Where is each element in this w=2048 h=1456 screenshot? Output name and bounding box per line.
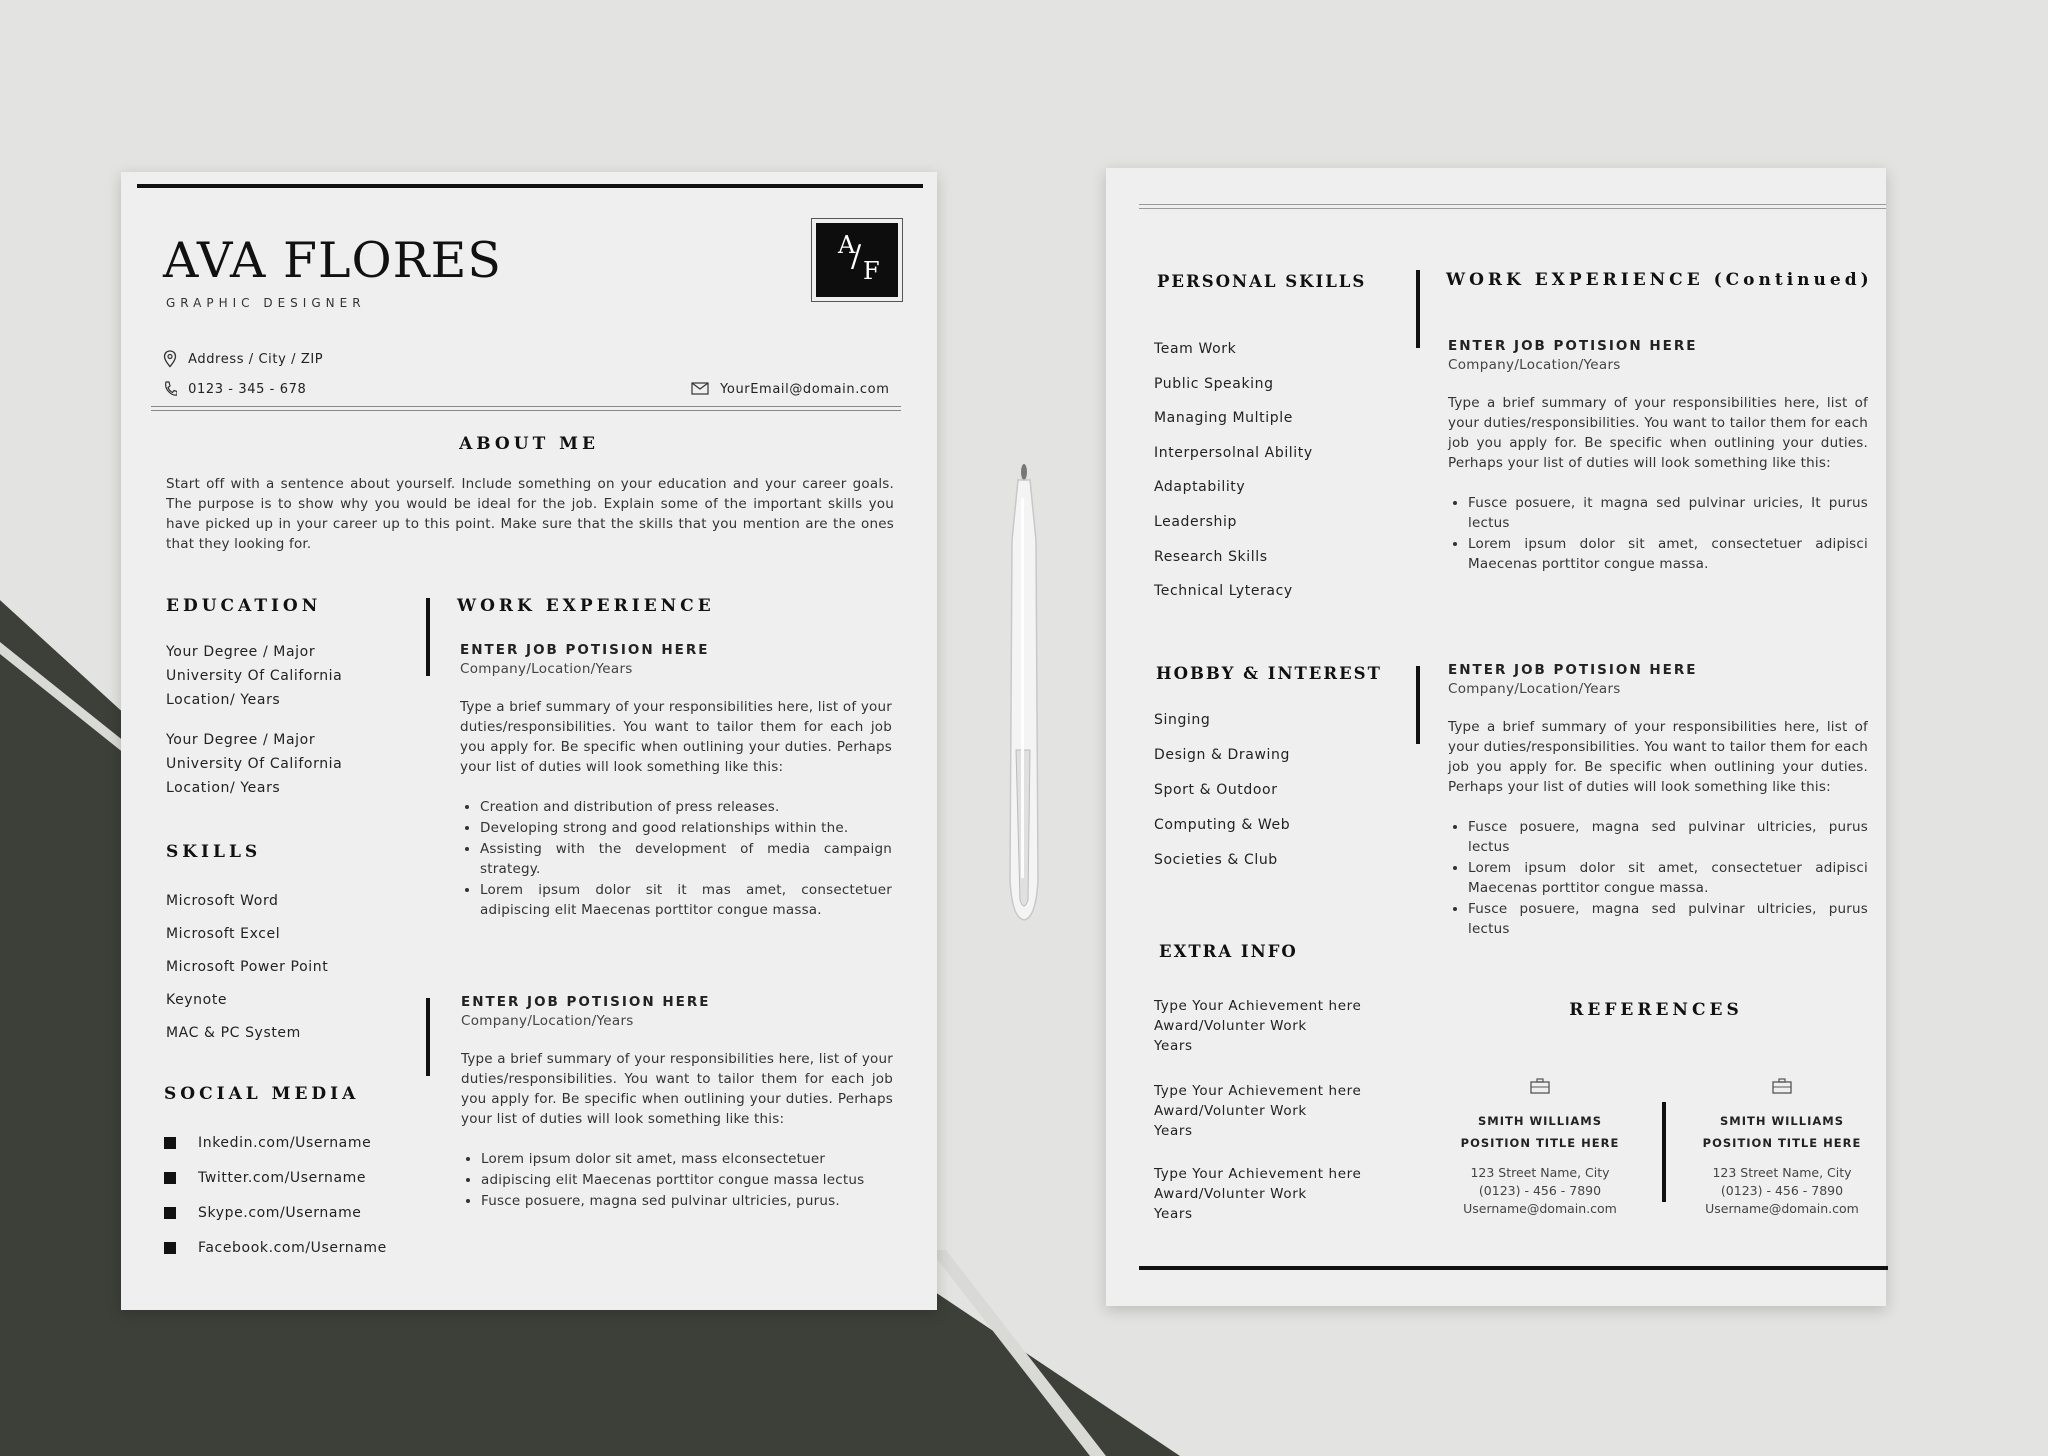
years: Years [1154, 1038, 1193, 1054]
reference-phone: (0123) - 456 - 7890 [1478, 1183, 1602, 1198]
bullet-item: • Fusce posuere, magna sed pulvinar ultricies, purus. [481, 1191, 893, 1211]
job-company: Company/Location/Years [461, 1013, 634, 1029]
square-bullet-icon [164, 1242, 176, 1254]
section-bar [426, 998, 430, 1076]
monogram-bottom: F [863, 257, 880, 285]
reference-name: SMITH WILLIAMS [1477, 1114, 1602, 1128]
hobby-item: Design & Drawing [1154, 747, 1290, 763]
skill-item: Adaptability [1154, 479, 1246, 496]
social-heading: SOCIAL MEDIA [164, 1084, 360, 1104]
job-title: ENTER JOB POTISION HERE [461, 994, 711, 1010]
reference-email[interactable]: Username@domain.com [1463, 1201, 1617, 1216]
skill-item: Microsoft Word [166, 893, 279, 909]
location-pin-icon [163, 350, 177, 368]
award: Award/Volunter Work [1154, 1103, 1307, 1119]
work-continued-heading: WORK EXPERIENCE (Continued) [1446, 270, 1873, 290]
hobby-list [1154, 703, 1290, 878]
monogram-top: A [838, 231, 856, 259]
social-item[interactable] [164, 1161, 387, 1196]
job-summary: Type a brief summary of your responsibilities here, list of your duties/responsibilities. You want to tailor them for each job you apply for. Be specific when outlining your duties. Perhaps your list of duties will look something like this: [461, 1051, 893, 1127]
skills-list [166, 885, 328, 1050]
job-summary: Type a brief summary of your responsibilities here, list of your duties/responsibilities. You want to tailor them for each job you apply for. Be specific when outlining your duties. Perhaps your list of duties will look something like this: [460, 699, 892, 775]
skill-item: Interpersolnal Ability [1154, 444, 1313, 461]
reference-card [1440, 1078, 1640, 1218]
award: Award/Volunter Work [1154, 1018, 1307, 1034]
work-heading: WORK EXPERIENCE [457, 596, 715, 616]
skill-item: Research Skills [1154, 548, 1268, 565]
reference-position: POSITION TITLE HERE [1460, 1136, 1620, 1150]
bullet-item: • Assisting with the development of media campaign strategy. [480, 839, 892, 879]
edu-location: Location/ Years [166, 780, 281, 796]
bullet-item: • Lorem ipsum dolor sit it mas amet, consectetuer adipiscing elit Maecenas porttitor congue massa. [480, 880, 892, 920]
square-bullet-icon [164, 1137, 176, 1149]
achievement: Type Your Achievement here [1154, 998, 1362, 1014]
section-bar [1416, 666, 1420, 744]
reference-name: SMITH WILLIAMS [1719, 1114, 1844, 1128]
reference-phone: (0123) - 456 - 7890 [1720, 1183, 1844, 1198]
reference-position: POSITION TITLE HERE [1702, 1136, 1862, 1150]
achievement: Type Your Achievement here [1154, 1083, 1362, 1099]
top-double-rule-2 [1139, 208, 1886, 209]
resume-name: AVA FLORES [163, 232, 502, 289]
top-double-rule [1139, 204, 1886, 205]
award: Award/Volunter Work [1154, 1186, 1307, 1202]
job-title: ENTER JOB POTISION HERE [1448, 662, 1698, 678]
reference-card [1682, 1078, 1882, 1218]
job-block [1448, 338, 1868, 575]
education-entry [166, 728, 342, 800]
bullet-item: • Fusce posuere, magna sed pulvinar ultricies, purus lectus [1468, 899, 1868, 939]
about-heading: ABOUT ME [459, 434, 599, 454]
square-bullet-icon [164, 1172, 176, 1184]
extra-info-heading: EXTRA INFO [1159, 942, 1298, 961]
job-bullets [460, 797, 892, 920]
social-item[interactable] [164, 1196, 387, 1231]
references-heading: REFERENCES [1569, 1000, 1743, 1020]
bullet-item: • Lorem ipsum dolor sit amet, mass elconsectetuer [481, 1149, 893, 1169]
job-title: ENTER JOB POTISION HERE [1448, 338, 1698, 354]
job-block [460, 642, 892, 921]
phone-icon [163, 381, 177, 397]
personal-skills-list [1154, 332, 1313, 609]
monogram-logo [811, 218, 903, 302]
school: University Of California [166, 668, 343, 684]
bullet-item: • Developing strong and good relationships within the. [480, 818, 892, 838]
hobby-item: Singing [1154, 712, 1211, 728]
skill-item: Microsoft Power Point [166, 959, 329, 975]
social-list [164, 1126, 387, 1266]
bullet-item: • Lorem ipsum dolor sit amet, consectetuer adipisci Maecenas porttitor congue massa. [1468, 534, 1868, 574]
square-bullet-icon [164, 1207, 176, 1219]
reference-email[interactable]: Username@domain.com [1705, 1201, 1859, 1216]
section-bar [426, 598, 430, 676]
envelope-icon [691, 382, 709, 395]
top-rule [137, 184, 923, 188]
extra-entry [1154, 1081, 1361, 1141]
achievement: Type Your Achievement here [1154, 1166, 1362, 1182]
address-row [163, 348, 323, 368]
hobby-item: Sport & Outdoor [1154, 782, 1278, 798]
reference-divider [1662, 1102, 1666, 1202]
skill-item: MAC & PC System [166, 1025, 301, 1041]
extra-entry [1154, 996, 1361, 1056]
hobby-item: Societies & Club [1154, 852, 1278, 868]
job-subtitle: GRAPHIC DESIGNER [166, 296, 366, 310]
briefcase-icon [1772, 1078, 1792, 1094]
section-bar [1416, 270, 1420, 348]
bottom-rule [1139, 1266, 1888, 1270]
skill-item: Technical Lyteracy [1154, 583, 1293, 600]
phone-text: 0123 - 345 - 678 [188, 382, 307, 397]
degree: Your Degree / Major [166, 644, 316, 660]
social-item[interactable] [164, 1126, 387, 1161]
school: University Of California [166, 756, 343, 772]
monogram-slash: / [851, 239, 862, 274]
skill-item: Leadership [1154, 513, 1237, 530]
reference-address: 123 Street Name, City [1712, 1165, 1852, 1180]
briefcase-icon [1530, 1078, 1550, 1094]
job-block [461, 994, 893, 1212]
bullet-item: • Fusce posuere, magna sed pulvinar ultricies, purus lectus [1468, 817, 1868, 857]
bullet-item: • Lorem ipsum dolor sit amet, consectetuer adipisci Maecenas porttitor congue massa. [1468, 858, 1868, 898]
job-company: Company/Location/Years [460, 661, 633, 677]
skill-item: Team Work [1154, 341, 1237, 357]
years: Years [1154, 1206, 1193, 1222]
social-link[interactable]: Inkedin.com/Username [198, 1135, 372, 1151]
skill-item: Managing Multiple [1154, 410, 1293, 427]
resume-page-1 [121, 172, 937, 1310]
email-row [691, 378, 890, 397]
reference-address: 123 Street Name, City [1470, 1165, 1610, 1180]
skill-item: Microsoft Excel [166, 926, 281, 942]
social-link[interactable]: Skype.com/Username [198, 1205, 362, 1221]
job-summary: Type a brief summary of your responsibilities here, list of your duties/responsibilities. You want to tailor them for each job you apply for. Be specific when outlining your duties. Perhaps your list of duties will look something like this: [1448, 719, 1868, 795]
job-summary: Type a brief summary of your responsibilities here, list of your duties/responsibilities. You want to tailor them for each job you apply for. Be specific when outlining your duties. Perhaps your list of duties will look something like this: [1448, 395, 1868, 471]
contact-divider [151, 406, 901, 407]
phone-row [163, 378, 306, 397]
extra-entry [1154, 1164, 1361, 1224]
job-block [1448, 662, 1868, 940]
edu-location: Location/ Years [166, 692, 281, 708]
social-item[interactable] [164, 1231, 387, 1266]
email-text: YourEmail@domain.com [720, 382, 890, 397]
skills-heading: SKILLS [166, 842, 262, 862]
personal-skills-heading: PERSONAL SKILLS [1157, 272, 1367, 291]
address-text: Address / City / ZIP [188, 352, 324, 367]
education-heading: EDUCATION [166, 596, 322, 616]
social-link[interactable]: Twitter.com/Username [198, 1170, 367, 1186]
job-company: Company/Location/Years [1448, 357, 1621, 373]
hobby-item: Computing & Web [1154, 817, 1291, 833]
pen-icon [1010, 464, 1038, 920]
degree: Your Degree / Major [166, 732, 316, 748]
job-title: ENTER JOB POTISION HERE [460, 642, 710, 658]
contact-divider-2 [151, 410, 901, 411]
skill-item: Public Speaking [1154, 375, 1274, 392]
job-bullets [1448, 493, 1868, 574]
years: Years [1154, 1123, 1193, 1139]
bullet-item: • Fusce posuere, it magna sed pulvinar uricies, It purus lectus [1468, 493, 1868, 533]
job-bullets [461, 1149, 893, 1211]
skill-item: Keynote [166, 992, 228, 1008]
hobby-heading: HOBBY & INTEREST [1156, 664, 1382, 683]
social-link[interactable]: Facebook.com/Username [198, 1240, 387, 1256]
job-bullets [1448, 817, 1868, 939]
education-entry [166, 640, 342, 712]
about-text: Start off with a sentence about yourself. Include something on your education and your career goals. The purpose is to show why you would be ideal for the job. Explain some of the important skills you have picked up in your career up to this point. Make sure that the skills that you mention are the ones that they looking for. [166, 476, 894, 552]
bullet-item: • Creation and distribution of press releases. [480, 797, 892, 817]
job-company: Company/Location/Years [1448, 681, 1621, 697]
resume-page-2 [1106, 168, 1886, 1306]
bullet-item: • adipiscing elit Maecenas porttitor congue massa lectus [481, 1170, 893, 1190]
